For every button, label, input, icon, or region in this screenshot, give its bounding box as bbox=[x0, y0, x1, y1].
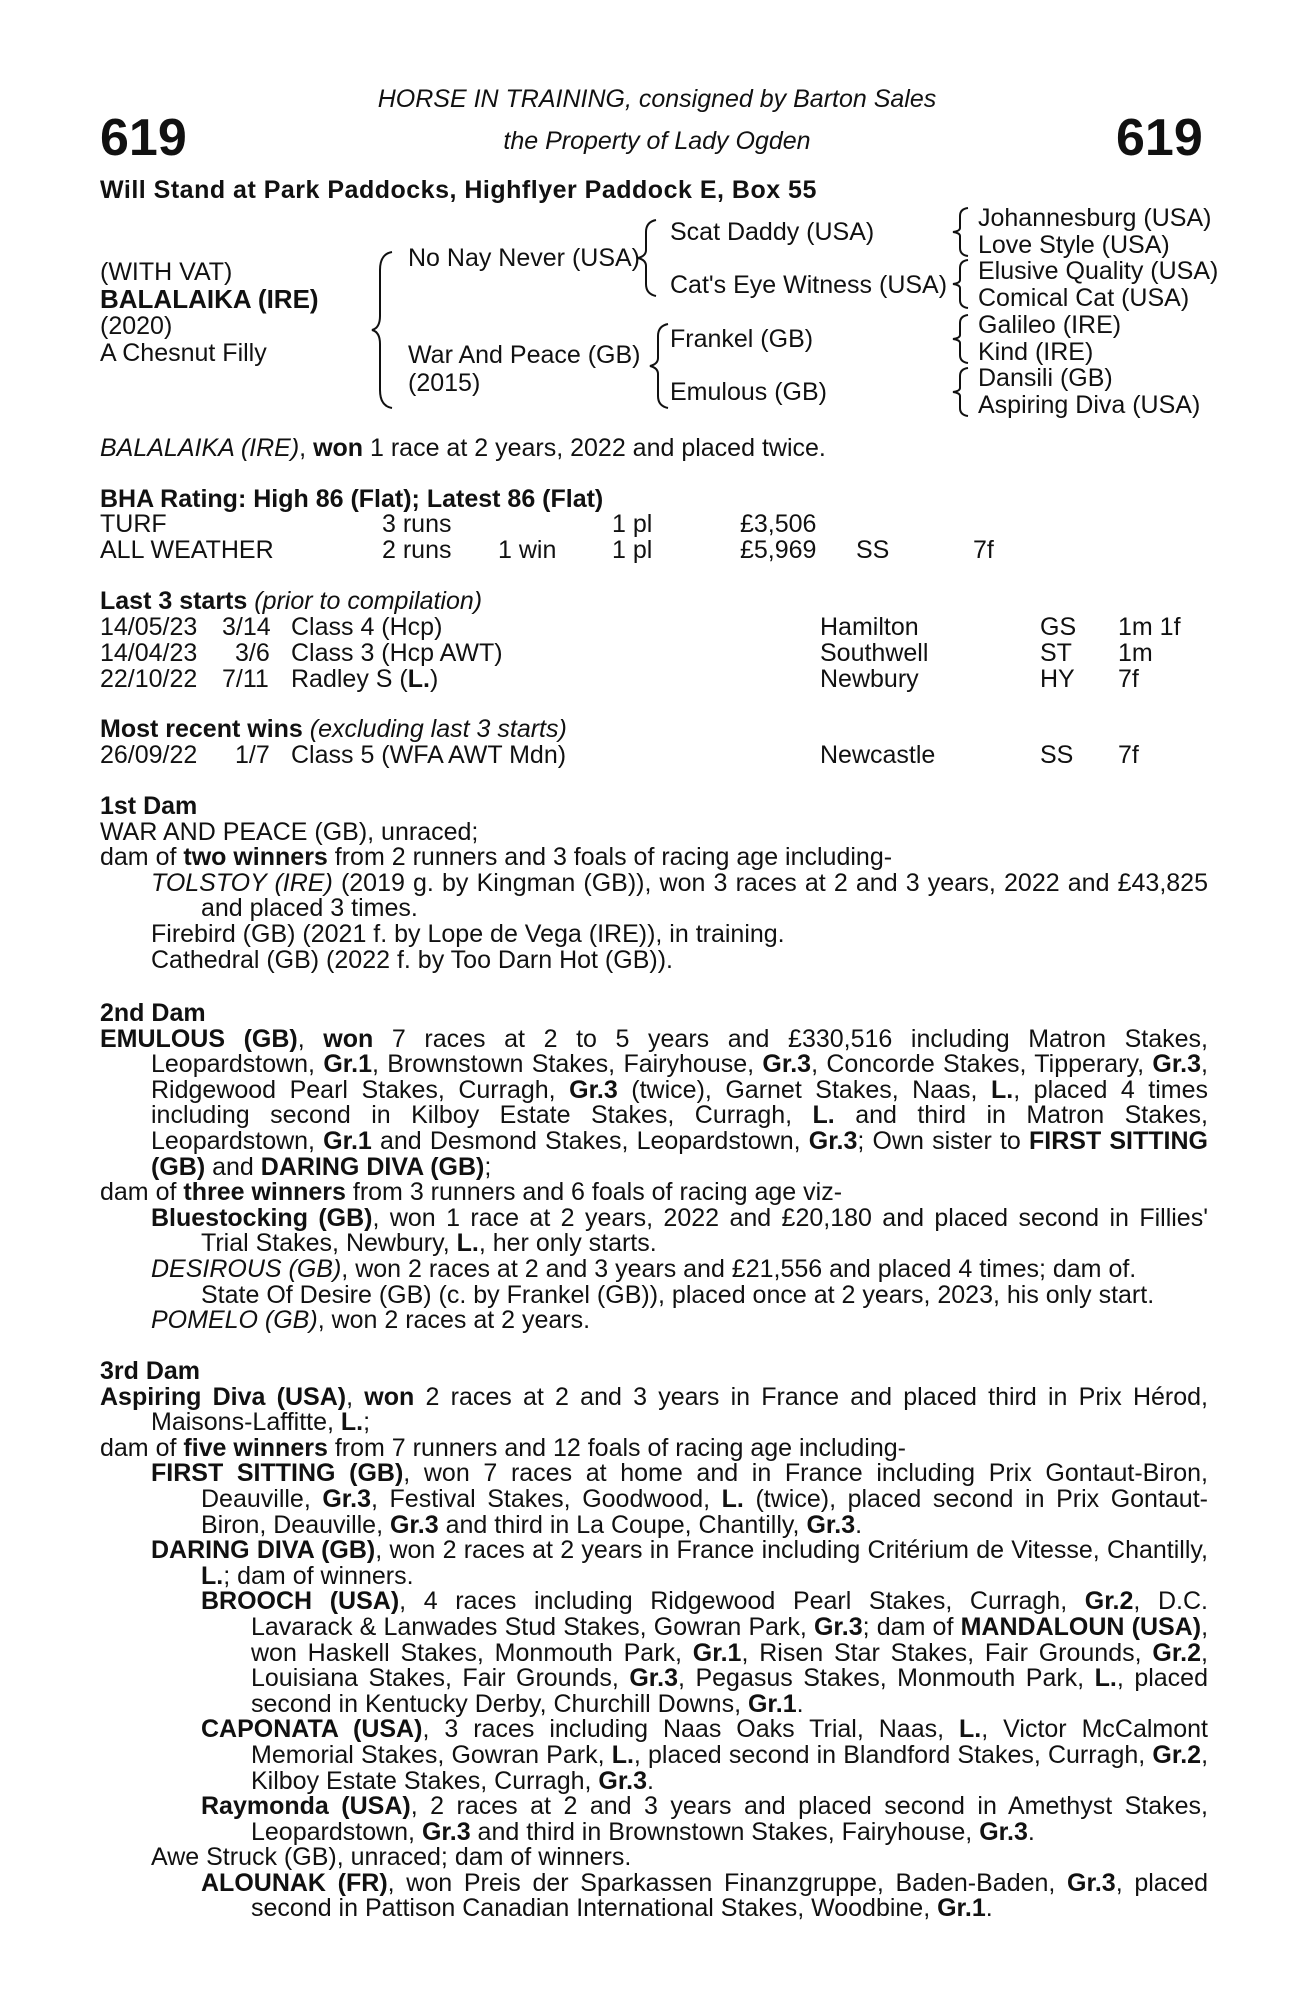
produce-entry: Awe Struck (GB), unraced; dam of winners. bbox=[151, 1843, 632, 1872]
horse-year: (2020) bbox=[100, 312, 173, 340]
section-title: 1st Dam bbox=[100, 792, 198, 820]
produce-entry: POMELO (GB), won 2 races at 2 years. bbox=[151, 1306, 591, 1335]
sire-dam-dam: Comical Cat (USA) bbox=[978, 284, 1190, 312]
dam-line: WAR AND PEACE (GB), unraced; bbox=[100, 817, 479, 846]
consignor-line: HORSE IN TRAINING, consigned by Barton Sales bbox=[377, 85, 937, 113]
recent-wins-title: Most recent wins (excluding last 3 starts) bbox=[100, 715, 567, 743]
produce-entry: CAPONATA (USA), 3 races including Naas Oaks Trial, Naas, L., Victor McCalmont Memorial Stakes, Gowran Park, L., placed second in Blandford Stakes, Curragh, Gr.2, Kilboy Estate Stakes, Curragh, Gr.3. bbox=[201, 1715, 1209, 1795]
vat-note: (WITH VAT) bbox=[100, 258, 233, 286]
dam-dam-dam: Aspiring Diva (USA) bbox=[978, 391, 1201, 419]
dam-sire-sire: Galileo (IRE) bbox=[978, 311, 1122, 339]
brace-dd bbox=[950, 366, 972, 418]
produce-entry: BROOCH (USA), 4 races including Ridgewood Pearl Stakes, Curragh, Gr.2, D.C. Lavarack & Lanwades Stud Stakes, Gowran Park, Gr.3; dam of MANDALOUN (USA), won Haskell Stakes, Monmouth Park, Gr.1, Risen Star Stakes, Fair Grounds, Gr.2, Louisiana Stakes, Fair Grounds, Gr.3, Pegasus Stakes, Monmouth Park, L., placed second in Kentucky Derby, Churchill Downs, Gr.1. bbox=[201, 1587, 1209, 1718]
sire-sire-sire: Johannesburg (USA) bbox=[978, 204, 1212, 232]
produce-summary: dam of five winners from 7 runners and 12 foals of racing age including- bbox=[100, 1433, 906, 1462]
sire-dam: Cat's Eye Witness (USA) bbox=[670, 271, 948, 299]
second-dam-section bbox=[100, 1001, 1208, 1334]
brace-ds bbox=[950, 313, 972, 365]
section-title: 3rd Dam bbox=[100, 1357, 201, 1385]
produce-summary: dam of two winners from 2 runners and 3 foals of racing age including- bbox=[100, 843, 893, 872]
dam-sire: Frankel (GB) bbox=[670, 325, 814, 353]
produce-entry: DESIROUS (GB), won 2 races at 2 and 3 years and £21,556 and placed 4 times; dam of. bbox=[151, 1254, 1137, 1283]
stand-location: Will Stand at Park Paddocks, Highflyer Paddock E, Box 55 bbox=[100, 176, 817, 204]
produce-summary: dam of three winners from 3 runners and 6 foals of racing age viz- bbox=[100, 1178, 843, 1207]
dam-sire-dam: Kind (IRE) bbox=[978, 338, 1094, 366]
dam-year: (2015) bbox=[408, 369, 481, 397]
sire-brace bbox=[636, 218, 660, 298]
pedigree-brace-main bbox=[370, 250, 400, 410]
third-dam-section bbox=[100, 1359, 1208, 1922]
rating-title: BHA Rating: High 86 (Flat); Latest 86 (Flat) bbox=[100, 485, 604, 513]
horse-name: BALALAIKA (IRE) bbox=[100, 284, 319, 314]
produce-entry: Cathedral (GB) (2022 f. by Too Darn Hot (GB)). bbox=[151, 945, 673, 974]
dam-brace bbox=[648, 322, 672, 410]
dam-dam: Emulous (GB) bbox=[670, 378, 827, 406]
section-title: 2nd Dam bbox=[100, 999, 206, 1027]
dam-record: Aspiring Diva (USA), won 2 races at 2 and 3 years in France and placed third in Prix Hérod, Maisons-Laffitte, L.; bbox=[100, 1382, 1208, 1437]
brace-sd bbox=[950, 258, 972, 310]
first-dam-section bbox=[100, 794, 1208, 973]
last3-title: Last 3 starts (prior to compilation) bbox=[100, 587, 483, 615]
sire-sire: Scat Daddy (USA) bbox=[670, 218, 875, 246]
property-line: the Property of Lady Ogden bbox=[503, 127, 811, 155]
sire-dam-sire: Elusive Quality (USA) bbox=[978, 257, 1219, 285]
dam-dam-sire: Dansili (GB) bbox=[978, 364, 1113, 392]
produce-entry: DARING DIVA (GB), won 2 races at 2 years in France including Critérium de Vitesse, Chantilly, L.; dam of winners. bbox=[151, 1536, 1208, 1590]
horse-description: A Chesnut Filly bbox=[100, 339, 267, 367]
produce-entry: Firebird (GB) (2021 f. by Lope de Vega (IRE)), in training. bbox=[151, 919, 785, 948]
produce-entry: ALOUNAK (FR), won Preis der Sparkassen Finanzgruppe, Baden-Baden, Gr.3, placed second in Pattison Canadian International Stakes, Woodbine, Gr.1. bbox=[201, 1868, 1209, 1923]
sire-sire-dam: Love Style (USA) bbox=[978, 231, 1170, 259]
dam-record: EMULOUS (GB), won 7 races at 2 to 5 years and £330,516 including Matron Stakes, Leopardstown, Gr.1, Brownstown Stakes, Fairyhouse, Gr.3, Concorde Stakes, Tipperary, Gr.3, Ridgewood Pearl Stakes, Curragh, Gr.3 (twice), Garnet Stakes, Naas, L., placed 4 times including second in Kilboy Estate Stakes, Curragh, L. and third in Matron Stakes, Leopardstown, Gr.1 and Desmond Stakes, Leopardstown, Gr.3; Own sister to FIRST SITTING (GB) and DARING DIVA (GB); bbox=[100, 1024, 1208, 1181]
brace-ss bbox=[950, 206, 972, 258]
produce-entry: Bluestocking (GB), won 1 race at 2 years, 2022 and £20,180 and placed second in Fillies' Trial Stakes, Newbury, L., her only starts. bbox=[151, 1203, 1208, 1258]
produce-entry: State Of Desire (GB) (c. by Frankel (GB)), placed once at 2 years, 2023, his only start. bbox=[201, 1280, 1155, 1309]
dam: War And Peace (GB) bbox=[408, 341, 641, 369]
race-summary: BALALAIKA (IRE), won 1 race at 2 years, 2022 and placed twice. bbox=[100, 434, 826, 462]
lot-number-left: 619 bbox=[100, 109, 187, 167]
sire: No Nay Never (USA) bbox=[408, 244, 640, 272]
lot-number-right: 619 bbox=[1116, 109, 1203, 167]
produce-entry: TOLSTOY (IRE) (2019 g. by Kingman (GB)), won 3 races at 2 and 3 years, 2022 and £43,825 and placed 3 times. bbox=[151, 868, 1208, 923]
produce-entry: Raymonda (USA), 2 races at 2 and 3 years and placed second in Amethyst Stakes, Leopardstown, Gr.3 and third in Brownstown Stakes, Fairyhouse, Gr.3. bbox=[201, 1792, 1208, 1846]
produce-entry: FIRST SITTING (GB), won 7 races at home and in France including Prix Gontaut-Biron, Deauville, Gr.3, Festival Stakes, Goodwood, L. (twice), placed second in Prix Gontaut-Biron, Deauville, Gr.3 and third in La Coupe, Chantilly, Gr.3. bbox=[151, 1459, 1208, 1539]
